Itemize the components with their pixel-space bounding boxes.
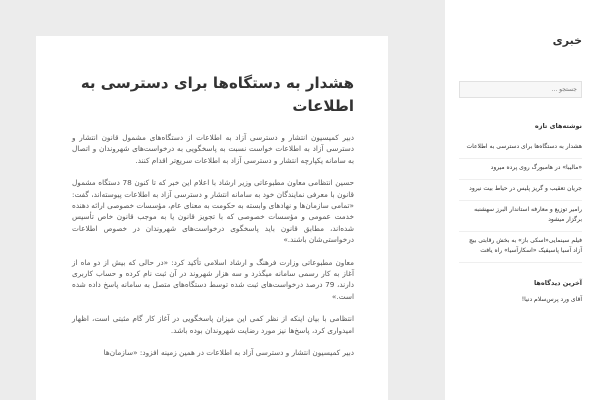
recent-post-link[interactable]: «مالیبا» در هامبورگ روی پرده میرود [459,159,582,180]
recent-comments-title: آخرین دیدگاه‌ها [533,279,582,287]
recent-posts-title: نوشته‌های تازه [534,122,582,130]
post-title[interactable]: هشدار به دستگاه‌ها برای دسترسی به اطلاعات [80,74,354,115]
post-article [36,36,388,400]
site-title[interactable]: خبری [552,34,582,47]
post-paragraph: دبیر کمیسیون انتشار و دسترسی آزاد به اطلاعات در همین زمینه افزود: «سازمان‌ها [103,348,354,358]
search-input[interactable] [459,81,582,98]
sidebar [445,0,600,400]
post-body [72,132,354,359]
post-paragraph: انتظامی با بیان اینکه از نظر کمی این میزان پاسخگویی در آغاز کار گام مثبتی است، اظهار امیدواری کرد، پاسخ‌ها نیز مورد رضایت شهروندان بوده باشد. [72,314,354,335]
recent-post-link[interactable]: جریان تعقیب و گریز پلیس در حیاط بیت نیرود [459,180,582,201]
recent-post-link[interactable]: فیلم سینمایی«اسکی باز» به بخش رقابتی بیچ آزاد آسیا پاسیفیک «اسکار‌آسیا» راه یافت [459,232,582,263]
post-paragraph: معاون مطبوعاتی وزارت فرهنگ و ارشاد اسلامی تأکید کرد: «در حالی که بیش از دو ماه از آغاز به کار رسمی سامانه میگذرد و سه هزار شهروند در آن ثبت نام کرده و حساب کاربری دارند، 79 درصد درخواست‌های ثبت شده توسط دستگاه‌های متصل به سامانه پاسخ داده شده است.» [72,257,355,301]
recent-comment-link[interactable]: آقای ورد پرس‌سلام دنیا! [521,296,582,303]
post-paragraph: دبیر کمیسیون انتشار و دسترسی آزاد به اطلاعات از دستگاه‌های مشمول قانون انتشار و دسترسی آزاد به اطلاعات خواست نسبت به پاسخگویی به درخواست‌های شهروندان و اتصال به سامانه یکپارچه انتشار و دسترسی آزاد به اطلاعات سریع‌تر اقدام کنند. [72,133,354,165]
recent-posts-widget [459,122,582,263]
recent-comments-widget [459,279,582,305]
recent-post-link[interactable]: رامیر توزیع و معارفه استاندار البرز سهشنبه برگزار میشود [459,201,582,232]
post-paragraph: حسین انتظامی معاون مطبوعاتی وزیر ارشاد با اعلام این خبر که تا کنون 78 دستگاه مشمول قانون با معرفی نمایندگان خود به سامانه انتشار و دسترسی آزاد به اطلاعات پیوسته‌اند، گفت: «تمامی سازمان‌ها و نهادهای وابسته به حکومت به معنای عام، مؤسسات خصوصی ارائه دهنده خدمت عمومی و مؤسسات خصوصی که با تجویز قانون یا به موجب قانون خاص تأسیس شده‌اند، مطابق قانون باید پاسخگوی درخواست‌های شهروندان در خصوص اطلاعات درخواستی‌شان باشند.» [72,178,354,245]
recent-post-link[interactable]: هشدار به دستگاه‌ها برای دسترسی به اطلاعات [459,138,582,159]
